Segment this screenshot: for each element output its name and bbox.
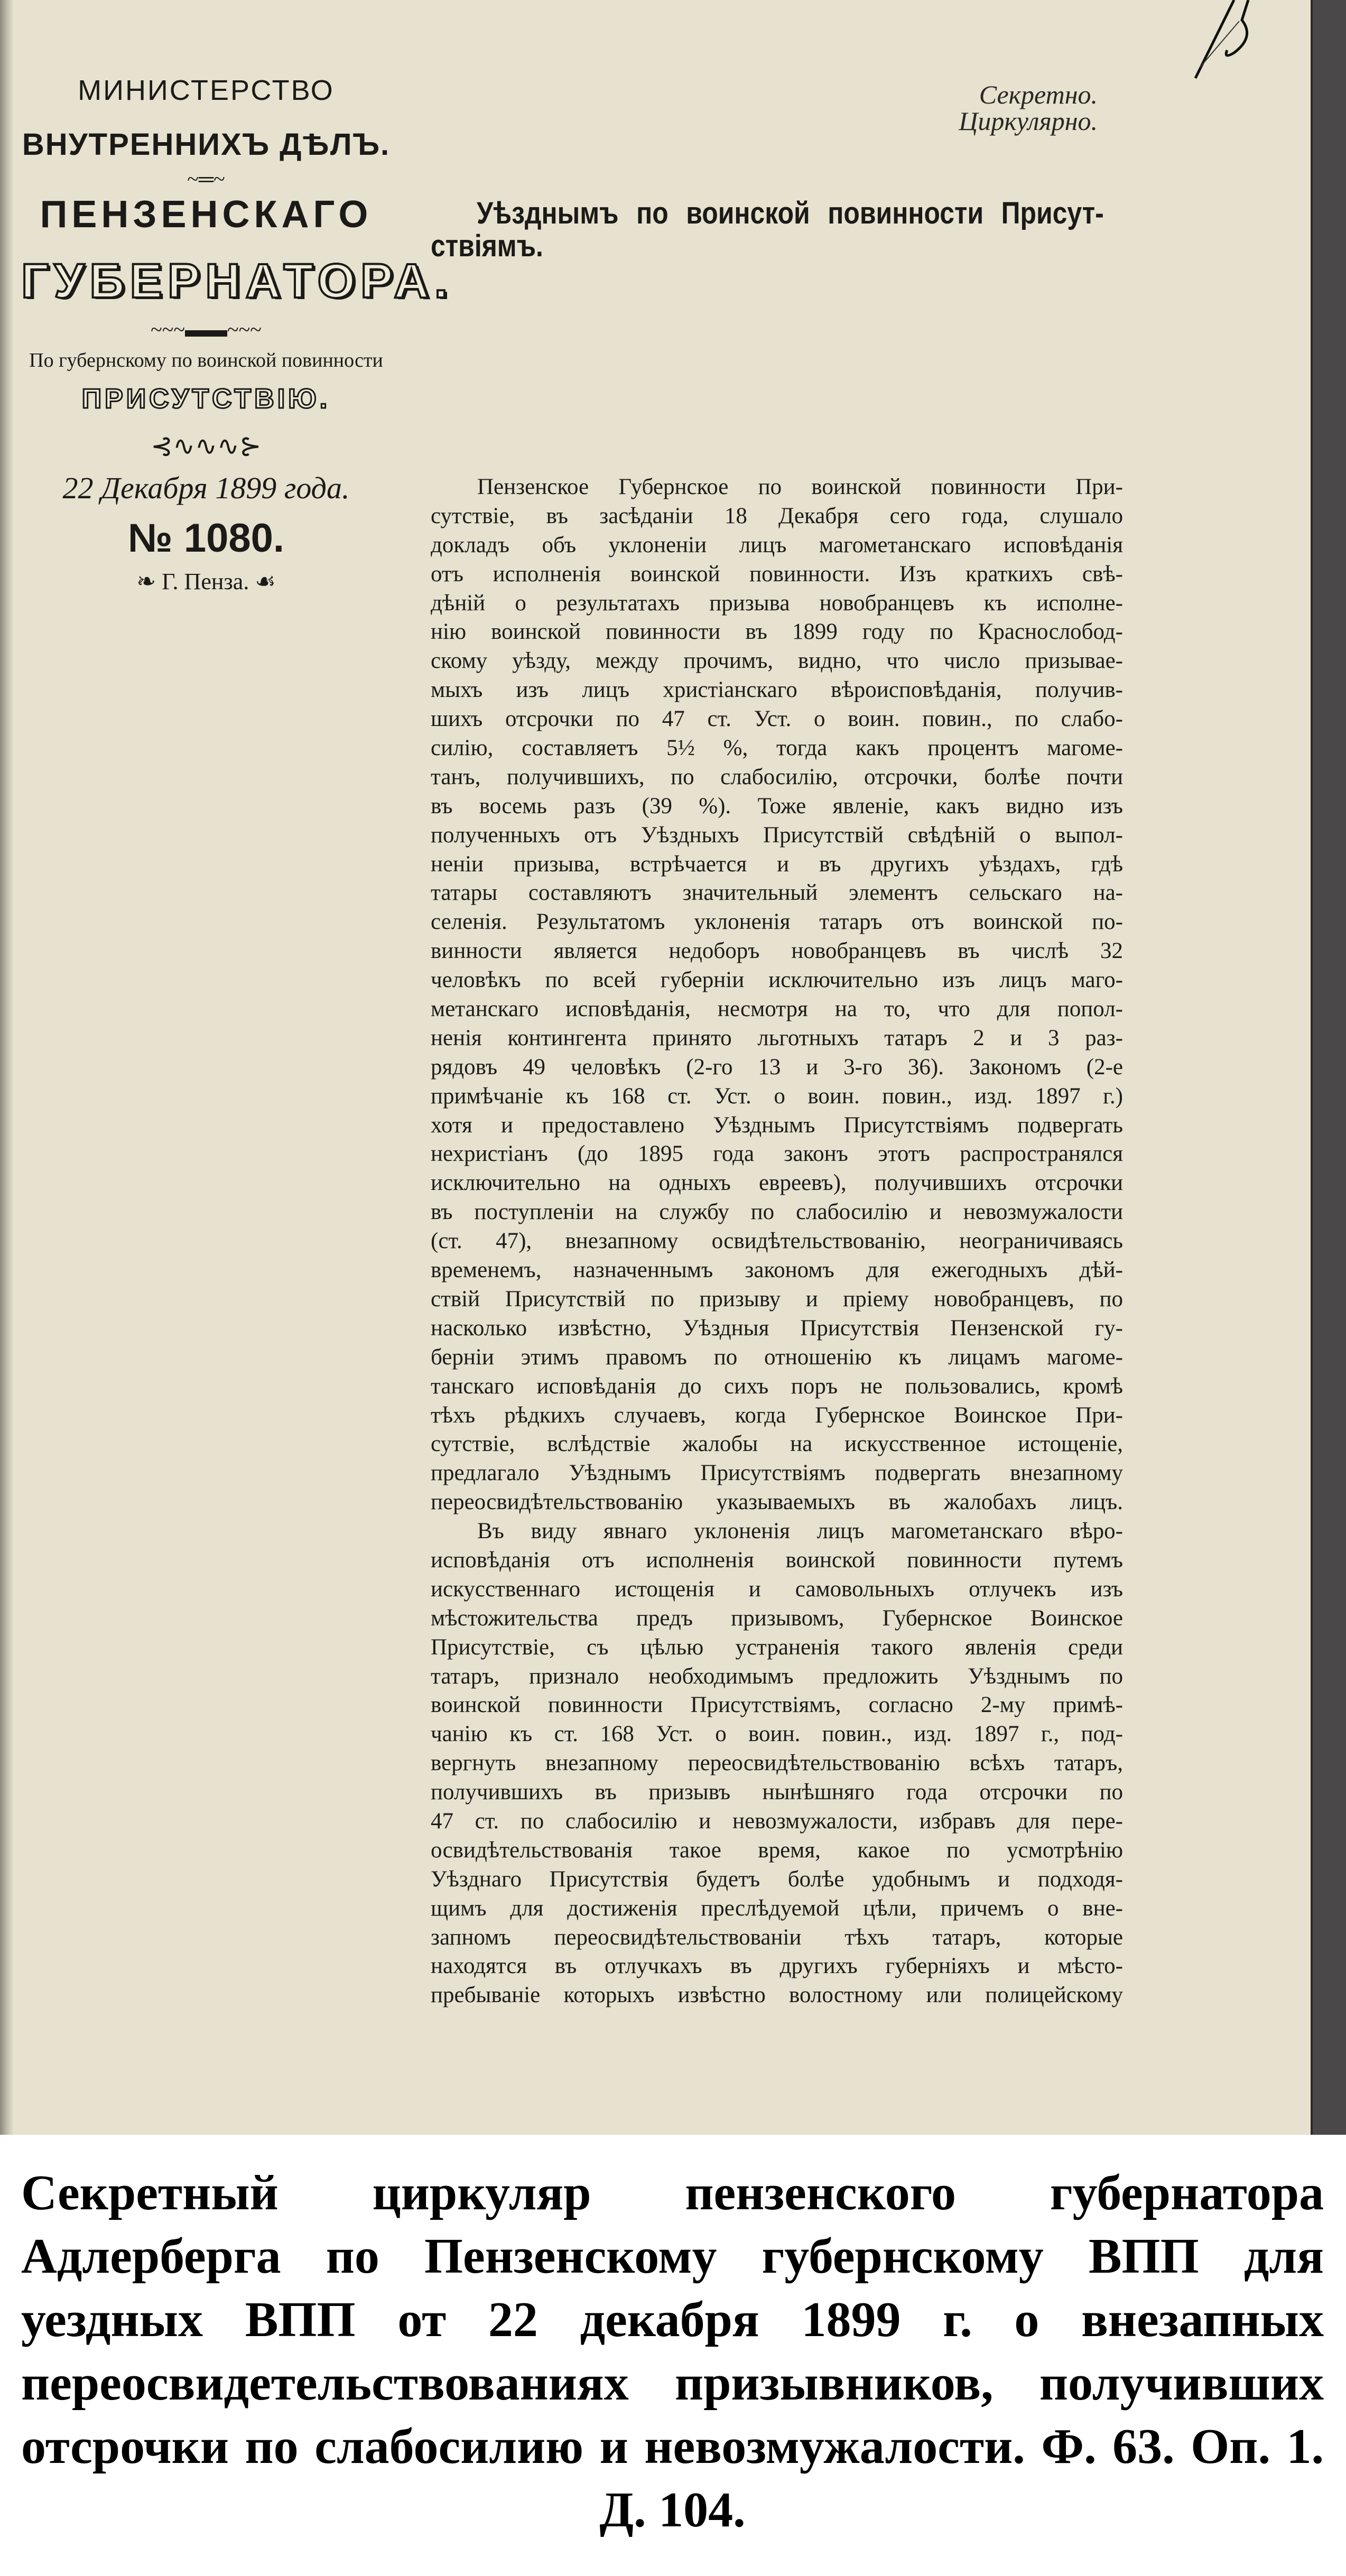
body-text-line: татары составляютъ значительный элементъ сельскаго на-: [431, 880, 1123, 906]
body-text-line: освидѣтельствованія такое время, какое по усмотрѣнію: [431, 1837, 1123, 1863]
governor-heading: ГУБЕРНАТОРА.: [21, 254, 453, 308]
body-text-line: берніи этимъ правомъ по отношенію къ лицамъ магоме-: [431, 1344, 1123, 1370]
body-text-line: докладъ объ уклоненіи лицъ магометанскаго исповѣданія: [431, 532, 1123, 557]
body-text-line: скому уѣзду, между прочимъ, видно, что число призывае-: [431, 648, 1123, 674]
addressee-line: Уѣзднымъ по воинской повинности Присут-: [477, 196, 1104, 230]
secret-mark: Секретно.: [979, 80, 1098, 109]
body-text-line: дѣній о результатахъ призыва новобранцевъ къ исполне-: [431, 590, 1123, 616]
body-text-line: рядовъ 49 человѣкъ (2-го 13 и 3-го 36). Закономъ (2-е: [431, 1054, 1123, 1080]
body-text-line: исповѣданія отъ исполненія воинской повинности путемъ: [431, 1547, 1123, 1573]
body-text-line: Уѣзднаго Присутствія будетъ болѣе удобнымъ и подходя-: [431, 1866, 1123, 1892]
body-text-line: въ поступленіи на службу по слабосилію и невозмужалости: [431, 1199, 1123, 1225]
body-text-line: полученныхъ отъ Уѣздныхъ Присутствій свѣдѣній о выпол-: [431, 822, 1123, 848]
presence-subheading: По губернскому по воинской повинности: [29, 349, 383, 371]
body-text-line: временемъ, назначеннымъ закономъ для ежегодныхъ дѣй-: [431, 1258, 1123, 1283]
body-text-line: предлагало Уѣзднымъ Присутствіямъ подвергать внезапному: [431, 1461, 1123, 1486]
body-text-line: получившихъ въ призывъ нынѣшняго года отсрочки по: [431, 1780, 1123, 1805]
body-text-line: мыхъ изъ лицъ христіанскаго вѣроисповѣданія, получив-: [431, 677, 1123, 703]
body-text-line: тѣхъ рѣдкихъ случаевъ, когда Губернское Воинское При-: [431, 1402, 1123, 1428]
body-text-line: отъ исполненія воинской повинности. Изъ краткихъ свѣ-: [431, 561, 1123, 587]
body-text-line: 47 ст. по слабосилію и невозмужалости, избравъ для пере-: [431, 1808, 1123, 1834]
circular-mark: Циркулярно.: [959, 106, 1098, 136]
handwritten-page-number: [1184, 0, 1258, 85]
body-text-line: хотя и предоставлено Уѣзднымъ Присутствіямъ подвергать: [431, 1112, 1123, 1138]
addressee-line: ствіямъ.: [431, 229, 543, 263]
body-text-line: исключительно на одныхъ евреевъ), получившихъ отсрочки: [431, 1170, 1123, 1196]
document-date: 22 Декабря 1899 года.: [62, 471, 350, 505]
body-text-line: мѣстожительства предъ призывомъ, Губернское Воинское: [431, 1605, 1123, 1631]
body-text-line: (ст. 47), внезапному освидѣтельствованію, неограничиваясь: [431, 1229, 1123, 1254]
body-text-line: находятся въ отлучкахъ въ другихъ губерніяхъ и мѣсто-: [431, 1954, 1123, 1979]
body-text-line: примѣчаніе къ 168 ст. Уст. о воин. повин., изд. 1897 г.): [431, 1083, 1123, 1109]
body-text-line: человѣкъ по всей губерніи исключительно изъ лицъ маго-: [431, 968, 1123, 993]
document-number: № 1080.: [127, 516, 285, 561]
body-text-line: нію воинской повинности въ 1899 году по Краснослобод-: [431, 619, 1123, 645]
body-text-line: ненія контингента принято льготныхъ татаръ 2 и 3 раз-: [431, 1025, 1123, 1050]
body-text-line: запномъ переосвидѣтельствованіи тѣхъ татаръ, которые: [431, 1924, 1123, 1950]
penza-heading: ПЕНЗЕНСКАГО: [40, 193, 373, 236]
body-text-line: насколько извѣстно, Уѣздныя Присутствія Пензенской гу-: [431, 1315, 1123, 1341]
body-text-line: Пензенское Губернское по воинской повинности При-: [477, 475, 1123, 499]
archive-caption: Секретный циркуляр пензенского губернатора Адлерберга по Пензенскому губернскому ВПП для уездных ВПП от 22 декабря 1899 г. о внезапных переосвидетельствованиях призывников, получивших отсрочки по слабосилию и невозмужалости. Ф. 63. Оп. 1. Д. 104.: [21, 2165, 1324, 2537]
body-text-line: танскаго исповѣданія до сихъ поръ не пользовались, кромѣ: [431, 1373, 1123, 1399]
presence-heading: ПРИСУТСТВІЮ.: [81, 384, 331, 414]
body-text-line: силію, составляетъ 5½ %, тогда какъ процентъ магоме-: [431, 736, 1123, 761]
body-text-line: сутствіе, вслѣдствіе жалобы на искусственное истощеніе,: [431, 1431, 1123, 1457]
body-text-line: метанскаго исповѣданія, несмотря на то, что для попол-: [431, 997, 1123, 1022]
body-text-line: въ восемь разъ (39 %). Тоже явленіе, какъ видно изъ: [431, 793, 1123, 819]
ornament-left-icon: ❧: [136, 569, 162, 594]
ornament-divider: ~═~: [187, 167, 225, 191]
body-text-line: сутствіе, въ засѣданіи 18 Декабря сего года, слушало: [431, 503, 1123, 528]
ornament-scroll: ⊰∿∿∿⊱: [151, 431, 262, 461]
body-text-line: воинской повинности Присутствіямъ, согласно 2-му примѣ-: [431, 1692, 1123, 1718]
body-text-line: чанію къ ст. 168 Уст. о воин. повин., изд. 1897 г., под-: [431, 1722, 1123, 1747]
body-text-line: вергнуть внезапному переосвидѣтельствованію всѣхъ татаръ,: [431, 1751, 1123, 1776]
body-text-line: винности является недоборъ новобранцевъ въ числѣ 32: [431, 938, 1123, 964]
ministry-heading: МИНИСТЕРСТВО: [78, 75, 335, 106]
body-text-line: щимъ для достиженія преслѣдуемой цѣли, причемъ о вне-: [431, 1895, 1123, 1921]
body-text-line: селенія. Результатомъ уклоненія татаръ отъ воинской по-: [431, 909, 1123, 935]
body-text-line: Присутствіе, съ цѣлью устраненія такого явленія среди: [431, 1634, 1123, 1660]
page-binding-edge: [0, 0, 14, 2135]
body-text-line: пребываніе которыхъ извѣстно волостному или полицейскому: [431, 1983, 1123, 2008]
body-text-line: танъ, получившихъ, по слабосилію, отсрочки, болѣе почти: [431, 764, 1123, 789]
body-text-line: татаръ, признало необходимымъ предложить Уѣзднымъ по: [431, 1663, 1123, 1689]
document-city: [21, 568, 391, 595]
body-text-line: переосвидѣтельствованію указываемыхъ въ жалобахъ лицъ.: [431, 1490, 1123, 1515]
body-text-line: нехристіанъ (до 1895 года законъ этотъ распространялся: [431, 1141, 1123, 1167]
ornament-divider: ~~~▬▬~~~: [151, 318, 262, 341]
ornament-right-icon: ☙: [249, 569, 276, 594]
body-text-line: ствій Присутствій по призыву и пріему новобранцевъ, по: [431, 1286, 1123, 1312]
city-label: Г. Пенза.: [162, 569, 249, 594]
body-text-line: искусственнаго истощенія и самовольныхъ отлучекъ изъ: [431, 1576, 1123, 1602]
page-right-edge: [1311, 0, 1346, 2135]
body-text-line: Въ виду явнаго уклоненія лицъ магометанскаго вѣро-: [477, 1519, 1123, 1544]
body-text-line: шихъ отсрочки по 47 ст. Уст. о воин. повин., по слабо-: [431, 706, 1123, 732]
document-body: [431, 473, 1123, 2010]
internal-affairs-heading: ВНУТРЕННИХЪ ДѢЛЪ.: [22, 127, 391, 162]
body-text-line: неніи призыва, встрѣчается и въ другихъ уѣздахъ, гдѣ: [431, 851, 1123, 877]
